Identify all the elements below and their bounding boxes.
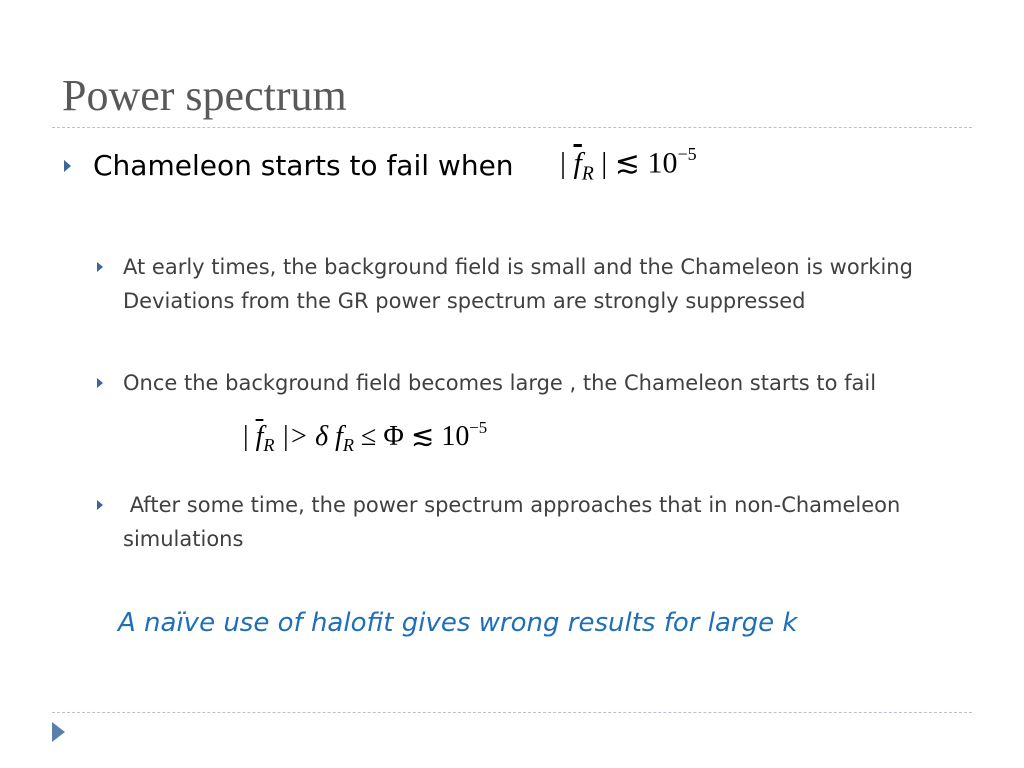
formula-var-f: $\overline{f}$ [573, 146, 582, 180]
page-title: Power spectrum [62, 71, 347, 120]
formula2-relation: ≤ Φ ≲ [361, 420, 435, 452]
formula-main [560, 144, 697, 185]
bullet-triangle-icon [64, 160, 71, 172]
formula-relation: ≲ [614, 146, 640, 180]
formula-second [243, 418, 487, 456]
bullet-main-text: Chameleon starts to fail when [93, 149, 514, 182]
emphasis-text: A naïve use of halofit gives wrong results for large k [118, 608, 798, 638]
formula2-exponent: −5 [469, 418, 488, 437]
sub-bullet-icon [97, 500, 103, 510]
sub-bullet-icon [97, 262, 103, 272]
formula-base: 10 [647, 146, 678, 180]
formula2-sub-r2: R [342, 435, 355, 456]
formula-bar-open: | [560, 146, 567, 180]
sub-bullet-1-text: At early times, the background field is small and the Chameleon is working Deviations from the GR power spectrum are strongly suppressed [123, 255, 913, 313]
formula-exponent: −5 [677, 144, 697, 164]
sub-bullet-icon [97, 378, 103, 388]
formula2-var-f: $\overline{f}$ [255, 420, 264, 452]
formula2-mid: |> δ [281, 420, 329, 452]
formula-bar-close: | [601, 146, 608, 180]
sub-bullet-3-text: After some time, the power spectrum approaches that in non-Chameleon simulations [123, 493, 908, 551]
formula-sub-r: R [581, 163, 594, 185]
formula2-bar-open: | [243, 420, 249, 452]
formula2-base: 10 [441, 420, 470, 452]
formula2-sub-r: R [263, 435, 275, 456]
formula2-var-f2: f [335, 420, 343, 452]
bottom-divider [52, 712, 972, 713]
sub-bullet-2-text: Once the background field becomes large , the Chameleon starts to fail [123, 371, 877, 395]
play-arrow-icon[interactable] [52, 722, 65, 742]
top-divider [52, 127, 972, 128]
